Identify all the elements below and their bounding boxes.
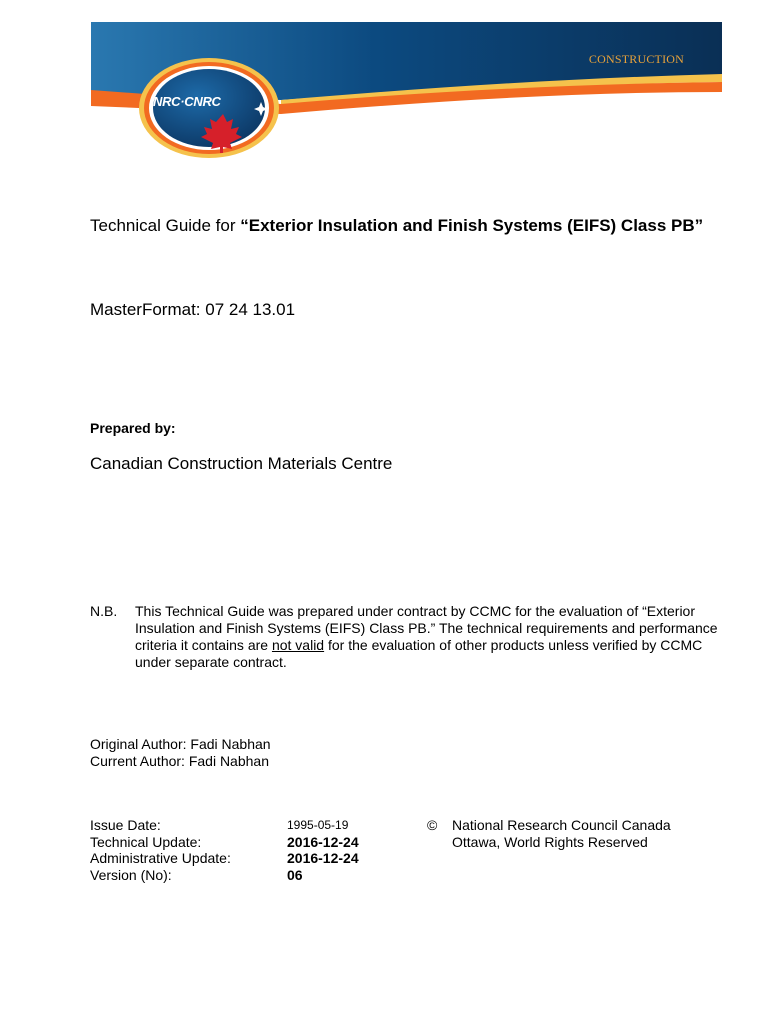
current-author: Current Author: Fadi Nabhan (90, 753, 269, 769)
nb-text-2: for the evaluation of other products unless verified by CCMC under separate contract. (135, 637, 703, 670)
issue-row (90, 817, 407, 834)
tech-row (90, 834, 407, 851)
document-title (90, 215, 710, 237)
tech-label: Technical Update: (90, 833, 202, 850)
admin-value: 2016-12-24 (287, 850, 359, 866)
nb-note (135, 603, 725, 671)
version-row (90, 867, 407, 884)
copyright-block (427, 817, 671, 850)
copyright-line-1: National Research Council Canada (452, 817, 671, 833)
masterformat-code: MasterFormat: 07 24 13.01 (90, 300, 296, 319)
banner-graphic (91, 22, 722, 162)
copyright-symbol: © (427, 817, 438, 833)
title-prefix: Technical Guide for (90, 216, 241, 235)
version-label: Version (No): (90, 866, 172, 883)
tech-value: 2016-12-24 (287, 833, 359, 850)
nb-label: N.B. (90, 603, 118, 619)
nb-underline: not valid (271, 637, 325, 653)
admin-label: Administrative Update: (90, 850, 231, 866)
copyright-line-2: Ottawa, World Rights Reserved (452, 833, 648, 850)
organization-name: Canadian Construction Materials Centre (90, 454, 393, 473)
authors-block (90, 736, 271, 770)
issue-label: Issue Date: (90, 817, 161, 833)
section-label: CONSTRUCTION (588, 52, 684, 66)
nb-text-1: This Technical Guide was prepared under contract by CCMC for the evaluation of “Exterior Insulation and Finish Systems (EIFS) Class PB.” The technical requirements and performance criteria it contains are (135, 603, 718, 653)
version-value: 06 (287, 866, 303, 883)
admin-row (90, 850, 407, 867)
title-bold: “Exterior Insulation and Finish Systems (EIFS) Class PB” (240, 216, 704, 235)
header-banner (91, 22, 722, 162)
prepared-by-label: Prepared by: (90, 420, 176, 436)
original-author: Original Author: Fadi Nabhan (90, 736, 271, 752)
logo-text: NRC·CNRC (153, 94, 221, 109)
issue-value: 1995-05-19 (287, 818, 349, 832)
metadata-table (90, 817, 407, 883)
